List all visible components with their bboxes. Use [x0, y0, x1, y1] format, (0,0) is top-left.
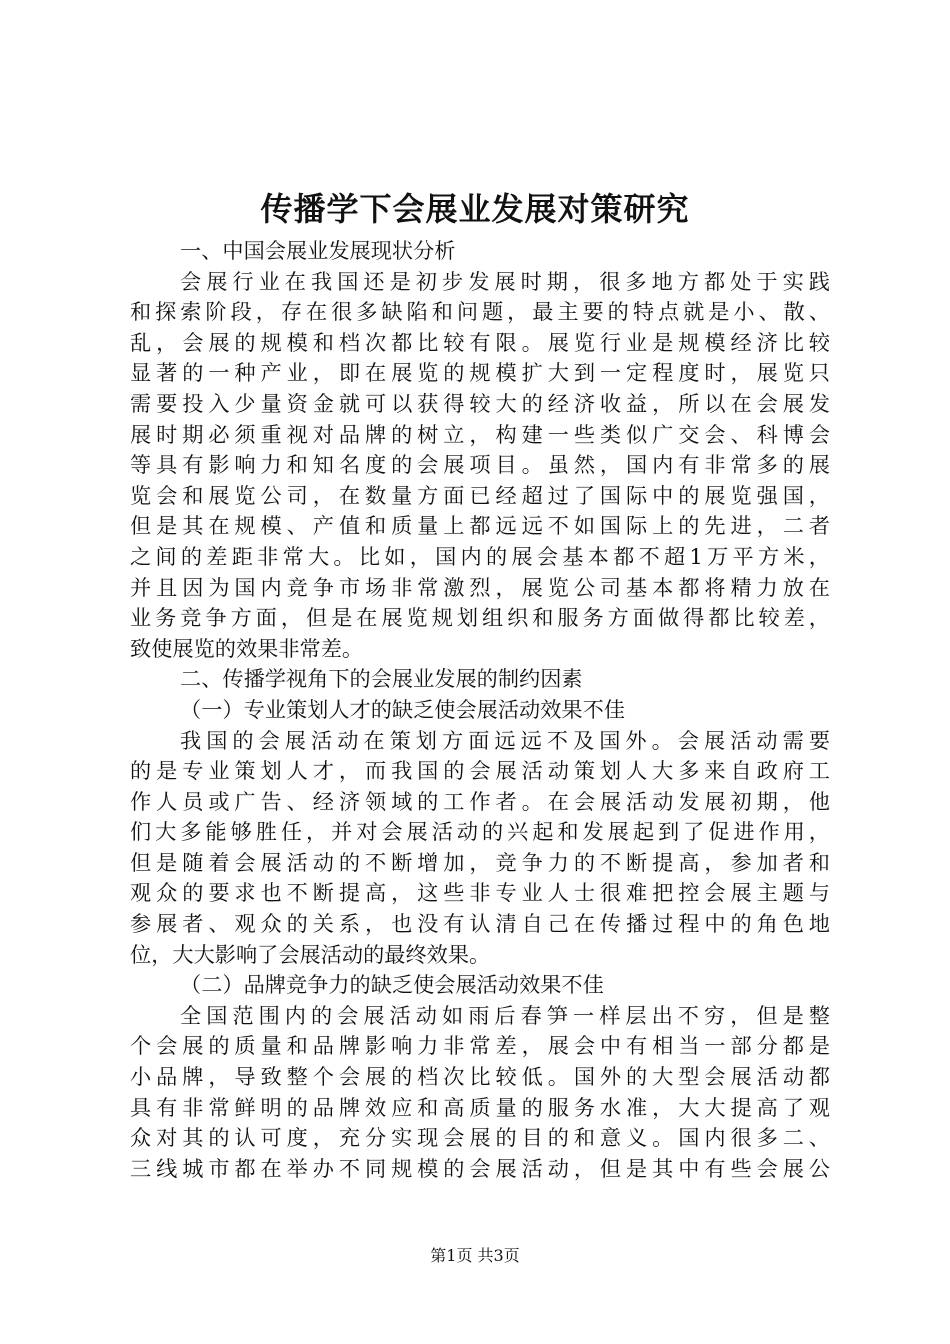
document-title: 传播学下会展业发展对策研究: [260, 190, 690, 228]
paragraph-line: 但是其在规模、产值和质量上都远远不如国际上的先进，二者: [130, 513, 830, 539]
section-heading: 一、中国会展业发展现状分析: [180, 238, 456, 263]
paragraph-line: 众对其的认可度，充分实现会展的目的和意义。国内很多二、: [130, 1125, 830, 1151]
paragraph-line: 作人员或广告、经济领域的工作者。在会展活动发展初期，他: [130, 788, 830, 814]
subsection-heading: （一）专业策划人才的缺乏使会展活动效果不佳: [180, 696, 625, 722]
subsection-heading: （二）品牌竞争力的缺乏使会展活动效果不佳: [180, 972, 604, 998]
paragraph-line: 乱，会展的规模和档次都比较有限。展览行业是规模经济比较: [130, 329, 830, 355]
section-heading: 二、传播学视角下的会展业发展的制约因素: [180, 666, 583, 692]
paragraph-line: 业务竞争方面，但是在展览规划组织和服务方面做得都比较差，: [130, 605, 830, 631]
paragraph-line: 致使展览的效果非常差。: [130, 635, 364, 661]
paragraph-line: 具有非常鲜明的品牌效应和高质量的服务水准，大大提高了观: [130, 1094, 830, 1120]
paragraph-line: 和探索阶段，存在很多缺陷和问题，最主要的特点就是小、散、: [130, 299, 830, 325]
page-footer: 第1页 共3页: [430, 1246, 520, 1265]
paragraph-line: 个会展的质量和品牌影响力非常差，展会中有相当一部分都是: [130, 1033, 830, 1059]
paragraph-line: 全国范围内的会展活动如雨后春笋一样层出不穷，但是整: [180, 1002, 830, 1028]
paragraph-line: 之间的差距非常大。比如，国内的展会基本都不超1万平方米，: [130, 543, 830, 569]
paragraph-line: 但是随着会展活动的不断增加，竞争力的不断提高，参加者和: [130, 849, 830, 875]
paragraph-line: 小品牌，导致整个会展的档次比较低。国外的大型会展活动都: [130, 1064, 830, 1090]
paragraph-line: 等具有影响力和知名度的会展项目。虽然，国内有非常多的展: [130, 452, 830, 478]
paragraph-line: 位，大大影响了会展活动的最终效果。: [130, 941, 491, 967]
paragraph-line: 并且因为国内竞争市场非常激烈，展览公司基本都将精力放在: [130, 574, 830, 600]
paragraph-line: 观众的要求也不断提高，这些非专业人士很难把控会展主题与: [130, 880, 830, 906]
paragraph-line: 需要投入少量资金就可以获得较大的经济收益，所以在会展发: [130, 390, 830, 416]
paragraph-line: 览会和展览公司，在数量方面已经超过了国际中的展览强国，: [130, 482, 830, 508]
paragraph-line: 我国的会展活动在策划方面远远不及国外。会展活动需要: [180, 727, 830, 753]
paragraph-line: 显著的一种产业，即在展览的规模扩大到一定程度时，展览只: [130, 360, 830, 386]
paragraph-line: 三线城市都在举办不同规模的会展活动，但是其中有些会展公: [130, 1155, 830, 1181]
document-body: [130, 236, 830, 1184]
paragraph-line: 的是专业策划人才，而我国的会展活动策划人大多来自政府工: [130, 758, 830, 784]
paragraph-line: 展时期必须重视对品牌的树立，构建一些类似广交会、科博会: [130, 421, 830, 447]
paragraph-line: 参展者、观众的关系，也没有认清自己在传播过程中的角色地: [130, 911, 830, 937]
paragraph-line: 们大多能够胜任，并对会展活动的兴起和发展起到了促进作用，: [130, 819, 830, 845]
paragraph-line: 会展行业在我国还是初步发展时期，很多地方都处于实践: [180, 268, 830, 294]
